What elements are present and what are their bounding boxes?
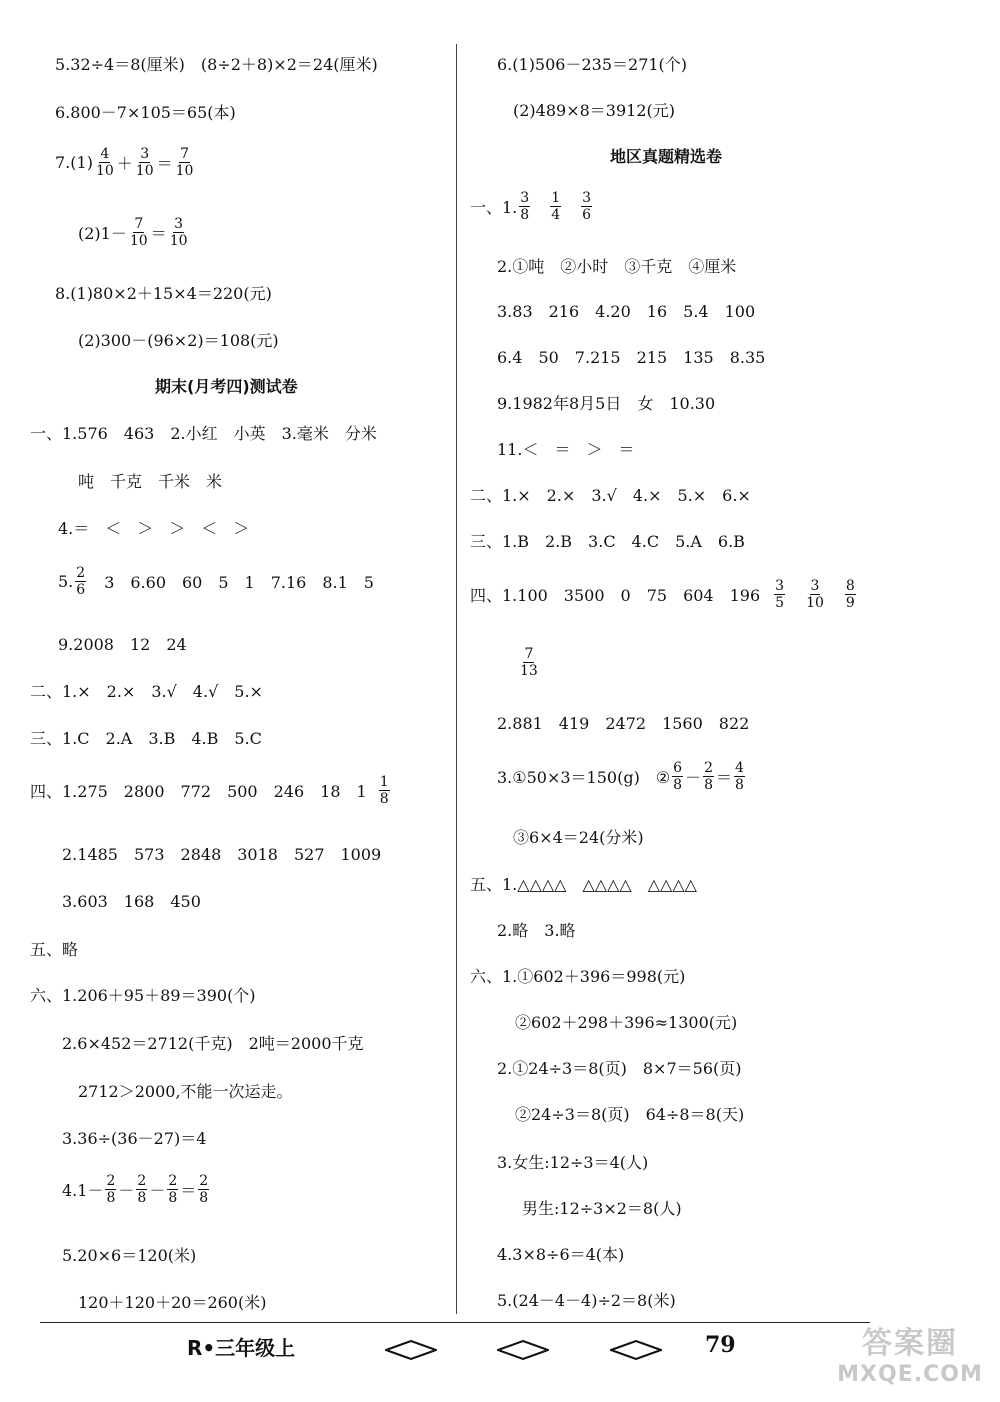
fraction: $\frac{7}{13}$ — [520, 646, 538, 679]
diamond-ornament-icon — [610, 1340, 662, 1360]
answer-line: 三、1.B 2.B 3.C 4.C 5.A 6.B — [470, 532, 745, 551]
answer-line: 3.83 216 4.20 16 5.4 100 — [497, 302, 756, 321]
fraction: $\frac{1}{8}$ — [379, 774, 389, 807]
fraction: $\frac{2}{8}$ — [106, 1173, 116, 1206]
answer-line: 120＋120＋20＝260(米) — [78, 1293, 267, 1312]
answer-line: 5.20×6＝120(米) — [62, 1246, 197, 1265]
answer-line: ②24÷3＝8(页) 64÷8＝8(天) — [515, 1105, 745, 1124]
answer-line: 3.36÷(36－27)＝4 — [62, 1129, 207, 1148]
answer-line: 9.1982年8月5日 女 10.30 — [497, 394, 716, 413]
fraction: $\frac{2}{8}$ — [168, 1173, 178, 1206]
answer-line: 男生:12÷3×2＝8(人) — [522, 1199, 682, 1218]
answer-line: 6.800－7×105＝65(本) — [55, 103, 236, 122]
answer-line: 4.＝ ＜ ＞ ＞ ＜ ＞ — [58, 519, 250, 538]
answer-line: ③6×4＝24(分米) — [513, 828, 644, 847]
answer-line: 8.(1)80×2＋15×4＝220(元) — [55, 284, 272, 303]
fraction: $\frac{3}{10}$ — [135, 146, 154, 179]
fraction: $\frac{2}{6}$ — [76, 565, 86, 598]
answer-line: 5.32÷4＝8(厘米) (8÷2＋8)×2＝24(厘米) — [55, 55, 378, 74]
answer-line: 五、略 — [30, 940, 79, 959]
answer-line: 2.6×452＝2712(千克) 2吨＝2000千克 — [62, 1034, 364, 1053]
answer-line-fraction: (2)1－ $\frac{7}{10}$ ＝ $\frac{3}{10}$ — [78, 216, 188, 249]
fraction: $\frac{7}{10}$ — [129, 216, 148, 249]
fraction: $\frac{3}{10}$ — [806, 578, 824, 611]
answer-line-fraction — [517, 646, 541, 679]
fraction: $\frac{2}{8}$ — [137, 1173, 147, 1206]
fraction: $\frac{2}{8}$ — [199, 1173, 209, 1206]
fraction: $\frac{3}{6}$ — [582, 190, 592, 223]
fraction: $\frac{3}{10}$ — [169, 216, 188, 249]
section-title: 期末(月考四)测试卷 — [155, 377, 298, 396]
answer-line: 六、1.206＋95＋89＝390(个) — [30, 986, 256, 1005]
answer-line-fraction: 四、1.275 2800 772 500 246 18 1 $\frac{1}{8}$ — [30, 774, 389, 807]
answer-line: 2.881 419 2472 1560 822 — [497, 714, 750, 733]
column-divider — [456, 44, 457, 1314]
answer-line-fraction: 7.(1) $\frac{4}{10}$ ＋ $\frac{3}{10}$ ＝ $\frac{7}{10}$ — [55, 146, 194, 179]
page-number: 79 — [705, 1332, 736, 1358]
fraction: $\frac{3}{5}$ — [775, 578, 785, 611]
answer-line-fraction: 4.1－ $\frac{2}{8}$ － $\frac{2}{8}$ － $\frac{2}{8}$ ＝ $\frac{2}{8}$ — [62, 1173, 209, 1206]
answer-line: 2.略 3.略 — [497, 921, 576, 940]
answer-line: 一、1.576 463 2.小红 小英 3.毫米 分米 — [30, 424, 377, 443]
answer-line: 六、1.①602＋396＝998(元) — [470, 967, 686, 986]
fraction: $\frac{3}{8}$ — [520, 190, 530, 223]
watermark-logo: 答案圈 MXQE.COM — [837, 1326, 983, 1387]
fraction: $\frac{4}{8}$ — [735, 760, 744, 793]
answer-line: 5.(24－4－4)÷2＝8(米) — [497, 1291, 676, 1310]
answer-line: 3.603 168 450 — [62, 892, 201, 911]
answer-line: 9.2008 12 24 — [58, 635, 187, 654]
fraction: $\frac{7}{10}$ — [175, 146, 194, 179]
diamond-ornament-icon — [385, 1340, 437, 1360]
answer-line: ②602＋298＋396≈1300(元) — [515, 1013, 738, 1032]
answer-line: 6.4 50 7.215 215 135 8.35 — [497, 348, 766, 367]
answer-line-fraction: 5. $\frac{2}{6}$ 3 6.60 60 5 1 7.16 8.1 5 — [58, 565, 374, 598]
answer-line: 二、1.× 2.× 3.√ 4.√ 5.× — [30, 682, 263, 701]
footer-rule — [40, 1322, 870, 1323]
fraction: $\frac{1}{4}$ — [551, 190, 561, 223]
fraction: $\frac{4}{10}$ — [95, 146, 114, 179]
section-title: 地区真题精选卷 — [610, 147, 723, 166]
answer-line: 二、1.× 2.× 3.√ 4.× 5.× 6.× — [470, 486, 751, 505]
answer-line-fraction: 3.①50×3＝150(g) ② $\frac{6}{8}$ － $\frac{2}{8}$ ＝ $\frac{4}{8}$ — [497, 760, 744, 793]
answer-line: (2)300－(96×2)＝108(元) — [78, 331, 279, 350]
answer-line: 2.1485 573 2848 3018 527 1009 — [62, 845, 382, 864]
answer-line: 三、1.C 2.A 3.B 4.B 5.C — [30, 729, 262, 748]
answer-line: 吨 千克 千米 米 — [78, 472, 223, 491]
diamond-ornament-icon — [497, 1340, 549, 1360]
answer-line: 11.＜ ＝ ＞ ＝ — [497, 440, 635, 459]
answer-line: 2.①24÷3＝8(页) 8×7＝56(页) — [497, 1059, 742, 1078]
answer-line-fraction: 一、1. $\frac{3}{8}$ $\frac{1}{4}$ $\frac{3}{6}$ — [470, 190, 592, 223]
answer-line: 6.(1)506－235＝271(个) — [497, 55, 688, 74]
fraction: $\frac{6}{8}$ — [673, 760, 683, 793]
grade-label: R•三年级上 — [187, 1336, 296, 1360]
answer-line: 2712＞2000,不能一次运走。 — [78, 1082, 293, 1101]
answer-line: 2.①吨 ②小时 ③千克 ④厘米 — [497, 257, 737, 276]
answer-line: 五、1.△△△△ △△△△ △△△△ — [470, 875, 697, 894]
fraction: $\frac{8}{9}$ — [845, 578, 855, 611]
answer-line: 3.女生:12÷3＝4(人) — [497, 1153, 649, 1172]
answer-line-fraction: 四、1.100 3500 0 75 604 196 $\frac{3}{5}$ $\frac{3}{10}$ $\frac{8}{9}$ — [470, 578, 855, 611]
answer-line: 4.3×8÷6＝4(本) — [497, 1245, 625, 1264]
answer-line: (2)489×8＝3912(元) — [513, 101, 675, 120]
fraction: $\frac{2}{8}$ — [704, 760, 714, 793]
